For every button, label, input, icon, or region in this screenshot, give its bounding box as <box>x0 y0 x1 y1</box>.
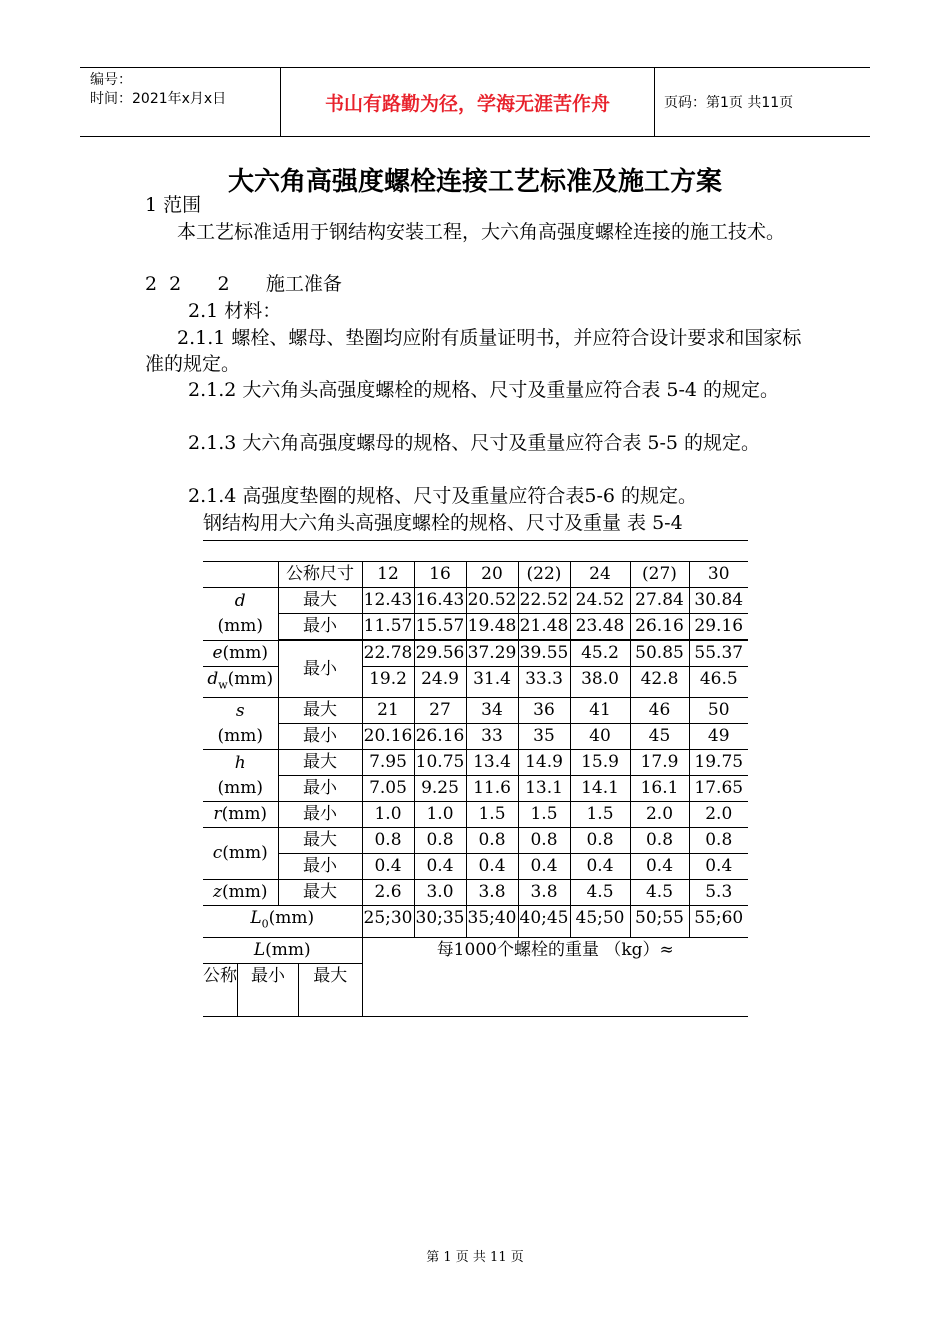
paragraph-2-1-1: 2.1.1 螺栓、螺母、垫圈均应附有质量证明书，并应符合设计要求和国家标准的规定。 <box>145 327 802 375</box>
section-1-heading: 1 范围 <box>145 194 202 216</box>
table-row-e: e(mm) 最小 22.78 29.56 37.29 39.55 45.2 50.85 55.37 <box>203 641 748 667</box>
row-label-d: d (mm) <box>203 588 278 641</box>
header-meta <box>80 68 281 136</box>
table-row-d-min: 最小 11.57 15.57 19.48 21.48 23.48 26.16 29.16 <box>203 614 748 640</box>
section-2-heading: 2 2 2 施工准备 <box>145 273 342 295</box>
size-cell: 16 <box>414 562 466 588</box>
number-label: 编号： <box>90 72 132 88</box>
table-row-c-max: c(mm) 最大 0.8 0.8 0.8 0.8 0.8 0.8 0.8 <box>203 828 748 854</box>
paragraph-2-1-3: 2.1.3 大六角高强度螺母的规格、尺寸及重量应符合表 5-5 的规定。 <box>188 432 761 454</box>
table-row-h-min: 最小 7.05 9.25 11.6 13.1 14.1 16.1 17.65 <box>203 776 748 802</box>
paragraph-scope: 本工艺标准适用于钢结构安装工程，大六角高强度螺栓连接的施工技术。 <box>177 221 786 243</box>
section-2-1-heading: 2.1 材料： <box>188 300 282 322</box>
row-label-c: c(mm) <box>203 828 278 880</box>
weight-note: 每1000个螺栓的重量 （kg）≈ <box>362 937 748 1016</box>
max-label: 最大 <box>313 965 348 986</box>
min-label: 最小 <box>278 854 362 880</box>
bolt-spec-table <box>203 561 748 1017</box>
row-label-z: z(mm) <box>203 880 278 906</box>
table-row-h-max: h (mm) 最大 7.95 10.75 13.4 14.9 15.9 17.9 19.75 <box>203 750 748 776</box>
size-cell: 30 <box>689 562 748 588</box>
min-label: 最小 <box>278 776 362 802</box>
max-label: 最大 <box>278 880 362 906</box>
time-label: 时间：2021年x月x日 <box>90 91 227 107</box>
row-label-r: r(mm) <box>203 802 278 828</box>
max-label: 最大 <box>278 588 362 614</box>
row-label-s: s (mm) <box>203 698 278 750</box>
table-row-s-min: 最小 20.16 26.16 33 35 40 45 49 <box>203 724 748 750</box>
document-title: 大六角高强度螺栓连接工艺标准及施工方案 <box>227 167 722 197</box>
table-row-c-min: 最小 0.4 0.4 0.4 0.4 0.4 0.4 0.4 <box>203 854 748 880</box>
min-label: 最小 <box>278 614 362 640</box>
max-label: 最大 <box>278 750 362 776</box>
motto: 书山有路勤为径，学海无涯苦作舟 <box>281 68 655 136</box>
size-cell: (27) <box>630 562 689 588</box>
page-info: 页码：第1页 共11页 <box>664 95 794 111</box>
paragraph-2-1-4: 2.1.4 高强度垫圈的规格、尺寸及重量应符合表5-6 的规定。 <box>188 485 698 507</box>
row-label-e: e(mm) <box>203 641 278 667</box>
min-label: 最小 <box>278 641 362 698</box>
size-cell: (22) <box>518 562 570 588</box>
table-row-l0: $L_0(mm)$ 25;30 30;35 35;40 40;45 45;50 50;55 55;60 <box>203 906 748 937</box>
size-cell: 20 <box>466 562 518 588</box>
document-header <box>80 67 870 137</box>
nominal-short-label: 公称 <box>203 964 238 1016</box>
table-row-r: r(mm) 最小 1.0 1.0 1.5 1.5 1.5 2.0 2.0 <box>203 802 748 828</box>
paragraph-2-1-2: 2.1.2 大六角头高强度螺栓的规格、尺寸及重量应符合表 5-4 的规定。 <box>188 379 780 401</box>
row-label-l: L(mm) <box>203 937 362 963</box>
table-row-d-max: d (mm) 最大 12.43 16.43 20.52 22.52 24.52 27.84 30.84 <box>203 588 748 614</box>
table-row-header <box>203 562 748 588</box>
table-row-z: z(mm) 最大 2.6 3.0 3.8 3.8 4.5 4.5 5.3 <box>203 880 748 906</box>
min-label: 最小 <box>278 802 362 828</box>
table-row-l <box>203 937 748 963</box>
max-label: 最大 <box>278 698 362 724</box>
row-label-dw: $d_w(mm)$ <box>203 667 278 698</box>
page-footer: 第 1 页 共 11 页 <box>426 1250 524 1265</box>
size-cell: 24 <box>570 562 630 588</box>
size-cell: 12 <box>362 562 414 588</box>
row-label-l0: $L_0(mm)$ <box>203 906 362 937</box>
table-caption: 钢结构用大六角头高强度螺栓的规格、尺寸及重量 表 5-4 <box>203 510 748 541</box>
table-row-s-max: s (mm) 最大 21 27 34 36 41 46 50 <box>203 698 748 724</box>
min-label: 最小 <box>238 964 299 1016</box>
table-row-dw: $d_w(mm)$ 19.2 24.9 31.4 33.3 38.0 42.8 46.5 <box>203 667 748 698</box>
nominal-size-label: 公称尺寸 <box>278 562 362 588</box>
row-label-h: h (mm) <box>203 750 278 802</box>
max-label: 最大 <box>278 828 362 854</box>
min-label: 最小 <box>278 724 362 750</box>
